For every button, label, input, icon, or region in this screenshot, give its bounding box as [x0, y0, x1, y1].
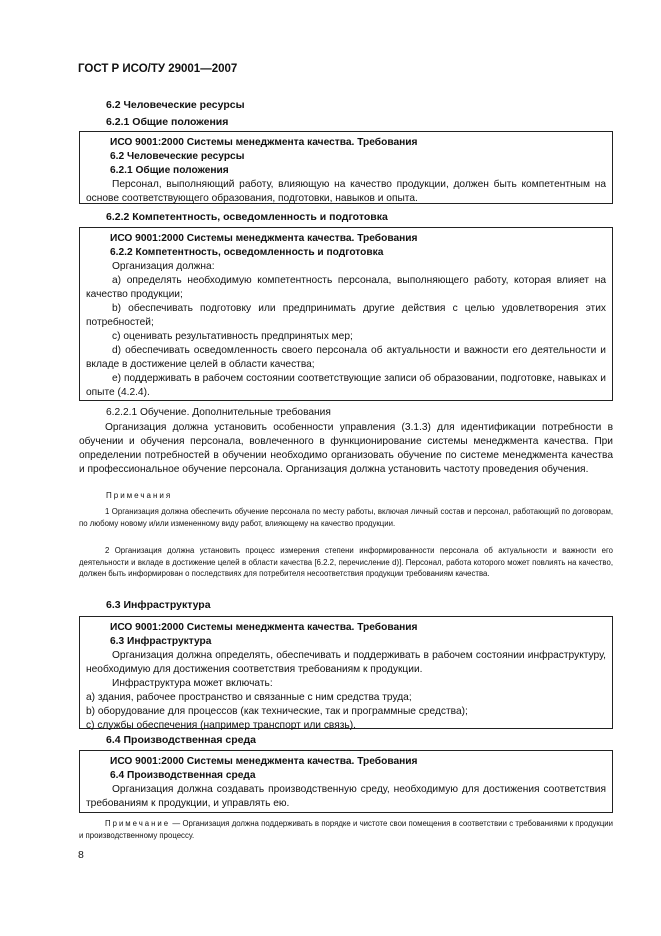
box-intro: Инфраструктура может включать:	[112, 678, 273, 689]
note-item: 1 Организация должна обеспечить обучение персонала по месту работы, включая личный состав и персонал, работающий по договорам, по любому новому и/или измененному виду работ, влияющему на качество продукции.	[79, 507, 613, 528]
section-heading-6-2-2: 6.2.2 Компетентность, осведомленность и подготовка	[106, 211, 388, 223]
section-heading-6-3: 6.3 Инфраструктура	[106, 599, 211, 611]
list-item: а) определять необходимую компетентность персонала, выполняющего работу, которая влияет на качество продукции;	[86, 275, 606, 300]
box-title: ИСО 9001:2000 Системы менеджмента качества. Требования	[110, 137, 418, 148]
box-heading: 6.2 Человеческие ресурсы	[110, 151, 245, 162]
box-heading: 6.2.2 Компетентность, осведомленность и подготовка	[110, 247, 384, 258]
iso-quote-box-6-4	[79, 750, 613, 813]
notes-title: Примечания	[106, 491, 173, 500]
section-heading-6-2: 6.2 Человеческие ресурсы	[106, 99, 245, 111]
box-heading: 6.4 Производственная среда	[110, 770, 256, 781]
document-header: ГОСТ Р ИСО/ТУ 29001—2007	[78, 63, 238, 75]
box-text: Организация должна создавать производственную среду, необходимую для достижения соответствия требованиям к продукции, и управлять ею.	[86, 784, 606, 809]
section-heading-6-2-1: 6.2.1 Общие положения	[106, 116, 229, 128]
box-title: ИСО 9001:2000 Системы менеджмента качества. Требования	[110, 233, 418, 244]
note-6-4	[79, 818, 613, 841]
list-item: b) обеспечивать подготовку или предпринимать другие действия с целью удовлетворения этих потребностей;	[86, 303, 606, 328]
section-heading-6-2-2-1: 6.2.2.1 Обучение. Дополнительные требования	[106, 407, 331, 418]
page-number: 8	[78, 849, 84, 861]
note-item: 2 Организация должна установить процесс измерения степени информированности персонала об актуальности и важности его деятельности и вкладе в достижение целей в области качества [6.2.2, перечисление d)]. Персонал, работа которого может повлиять на качество, должен быть информирован о последствиях для потребителя несоответствия продукции требованиям качества.	[79, 546, 613, 578]
iso-quote-box-6-2-2	[79, 227, 613, 401]
body-paragraph: Организация должна установить особенности управления (3.1.3) для идентификации потребности в обучении и обучения персонала, вовлеченного в функционирование системы менеджмента качества. При определении потребностей в обучении необходимо организовать обучение по системе менеджмента качества и профессиональное обучение персонала. Организация должна установить частоту проведения обучения.	[79, 422, 613, 475]
list-item: e) поддерживать в рабочем состоянии соответствующие записи об образовании, подготовке, навыках и опыте (4.2.4).	[86, 373, 606, 398]
list-item: d) обеспечивать осведомленность своего персонала об актуальности и важности его деятельности и вкладе в достижение целей в области качества;	[86, 345, 606, 370]
note-label: Примечание	[105, 819, 171, 828]
box-title: ИСО 9001:2000 Системы менеджмента качества. Требования	[110, 622, 418, 633]
list-item: c) оценивать результативность предпринятых мер;	[112, 331, 353, 342]
box-intro: Организация должна:	[112, 261, 215, 272]
box-heading: 6.3 Инфраструктура	[110, 636, 212, 647]
note-text: — Организация должна поддерживать в порядке и чистоте свои помещения в соответствии с требованиями к продукции и производственному процессу.	[79, 819, 613, 840]
box-text: Организация должна определять, обеспечивать и поддерживать в рабочем состоянии инфраструктуру, необходимую для достижения соответствия требованиям к продукции.	[86, 650, 606, 675]
box-text: Персонал, выполняющий работу, влияющую на качество продукции, должен быть компетентным на основе соответствующего образования, подготовки, навыков и опыта.	[86, 179, 606, 204]
box-subheading: 6.2.1 Общие положения	[110, 165, 229, 176]
list-item: c) службы обеспечения (например транспорт или связь).	[86, 720, 356, 731]
iso-quote-box-6-3	[79, 616, 613, 729]
list-item: b) оборудование для процессов (как технические, так и программные средства);	[86, 706, 468, 717]
iso-quote-box-6-2-1	[79, 131, 613, 204]
box-title: ИСО 9001:2000 Системы менеджмента качества. Требования	[110, 756, 418, 767]
section-heading-6-4: 6.4 Производственная среда	[106, 734, 256, 746]
list-item: a) здания, рабочее пространство и связанные с ним средства труда;	[86, 692, 412, 703]
